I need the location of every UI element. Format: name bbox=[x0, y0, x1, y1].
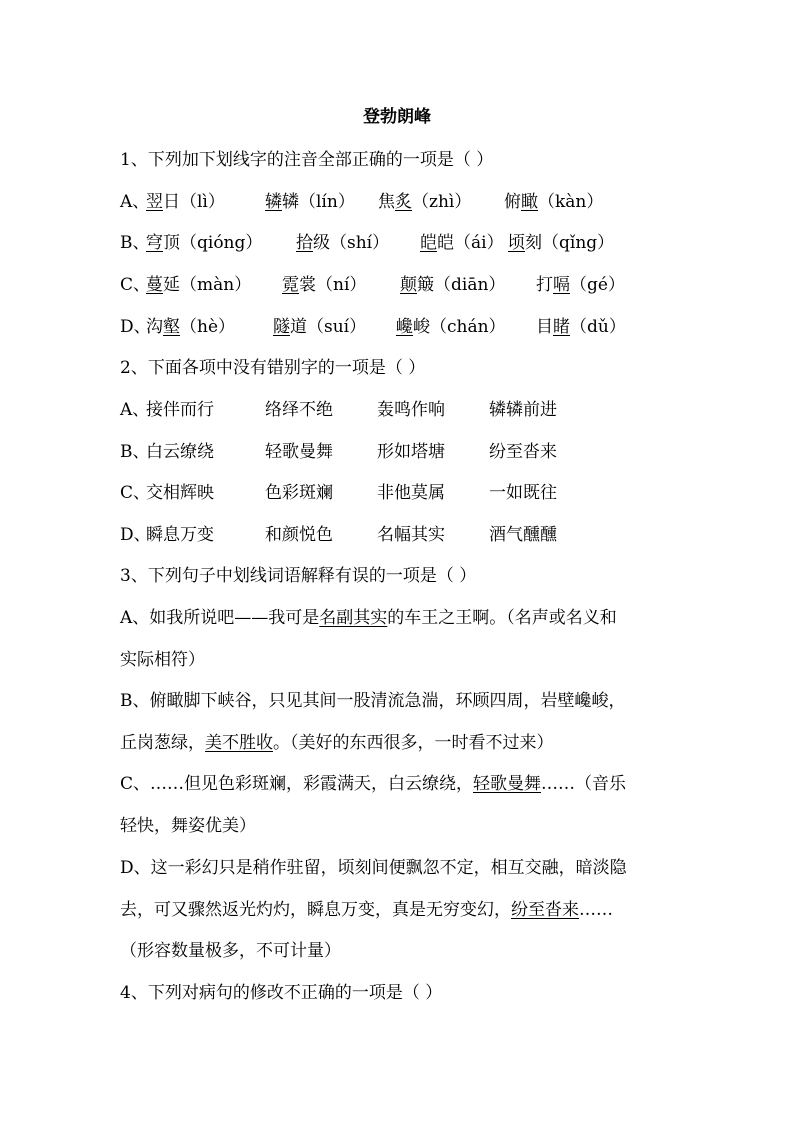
q2-option-b: B、白云缭绕 轻歌曼舞 形如塔塘 纷至沓来 bbox=[120, 442, 557, 462]
q3-option-c-cont: 轻快，舞姿优美） bbox=[120, 816, 256, 836]
page-title: 登勃朗峰 bbox=[363, 107, 431, 127]
q2-stem: 2、下面各项中没有错别字的一项是（ ） bbox=[120, 358, 426, 378]
q1-option-d: D、沟壑（hè） 隧道（suí） 巉峻（chán） 目睹（dǔ） bbox=[120, 317, 626, 337]
q3-option-d: D、这一彩幻只是稍作驻留，顷刻间便飘忽不定，相互交融，暗淡隐 bbox=[120, 858, 627, 878]
q3-option-b: B、俯瞰脚下峡谷，只见其间一股清流急湍，环顾四周，岩壁巉峻， bbox=[120, 691, 626, 711]
q2-option-a: A、接伴而行 络绎不绝 轰鸣作响 辚辚前进 bbox=[120, 400, 557, 420]
q2-option-d: D、瞬息万变 和颜悦色 名幅其实 酒气醺醺 bbox=[120, 525, 557, 545]
q3-option-a-cont: 实际相符） bbox=[120, 650, 205, 670]
q2-option-c: C、交相辉映 色彩斑斓 非他莫属 一如既往 bbox=[120, 483, 557, 503]
q1-option-a: A、翌日（lì） 辚辚（lín） 焦炙（zhì） 俯瞰（kàn） bbox=[120, 192, 604, 212]
q3-option-b-cont: 丘岗葱绿，美不胜收。（美好的东西很多，一时看不过来） bbox=[120, 733, 554, 753]
q4-stem: 4、下列对病句的修改不正确的一项是（ ） bbox=[120, 983, 443, 1003]
q3-option-d-cont2: （形容数量极多，不可计量） bbox=[120, 941, 341, 961]
q1-option-c: C、蔓延（màn） 霓裳（ní） 颠簸（diān） 打嗝（gé） bbox=[120, 275, 625, 295]
q3-option-d-cont: 去，可又骤然返光灼灼，瞬息万变，真是无穷变幻，纷至沓来…… bbox=[120, 900, 613, 920]
q1-stem: 1、下列加下划线字的注音全部正确的一项是（ ） bbox=[120, 150, 494, 170]
q3-option-a: A、如我所说吧——我可是名副其实的车王之王啊。（名声或名义和 bbox=[120, 608, 617, 628]
q3-option-c: C、……但见色彩斑斓，彩霞满天，白云缭绕，轻歌曼舞……（音乐 bbox=[120, 774, 627, 794]
q1-option-b: B、穹顶（qióng） 拾级（shí） 皑皑（ái） 顷刻（qǐng） bbox=[120, 233, 615, 253]
q3-stem: 3、下列句子中划线词语解释有误的一项是（ ） bbox=[120, 566, 477, 586]
